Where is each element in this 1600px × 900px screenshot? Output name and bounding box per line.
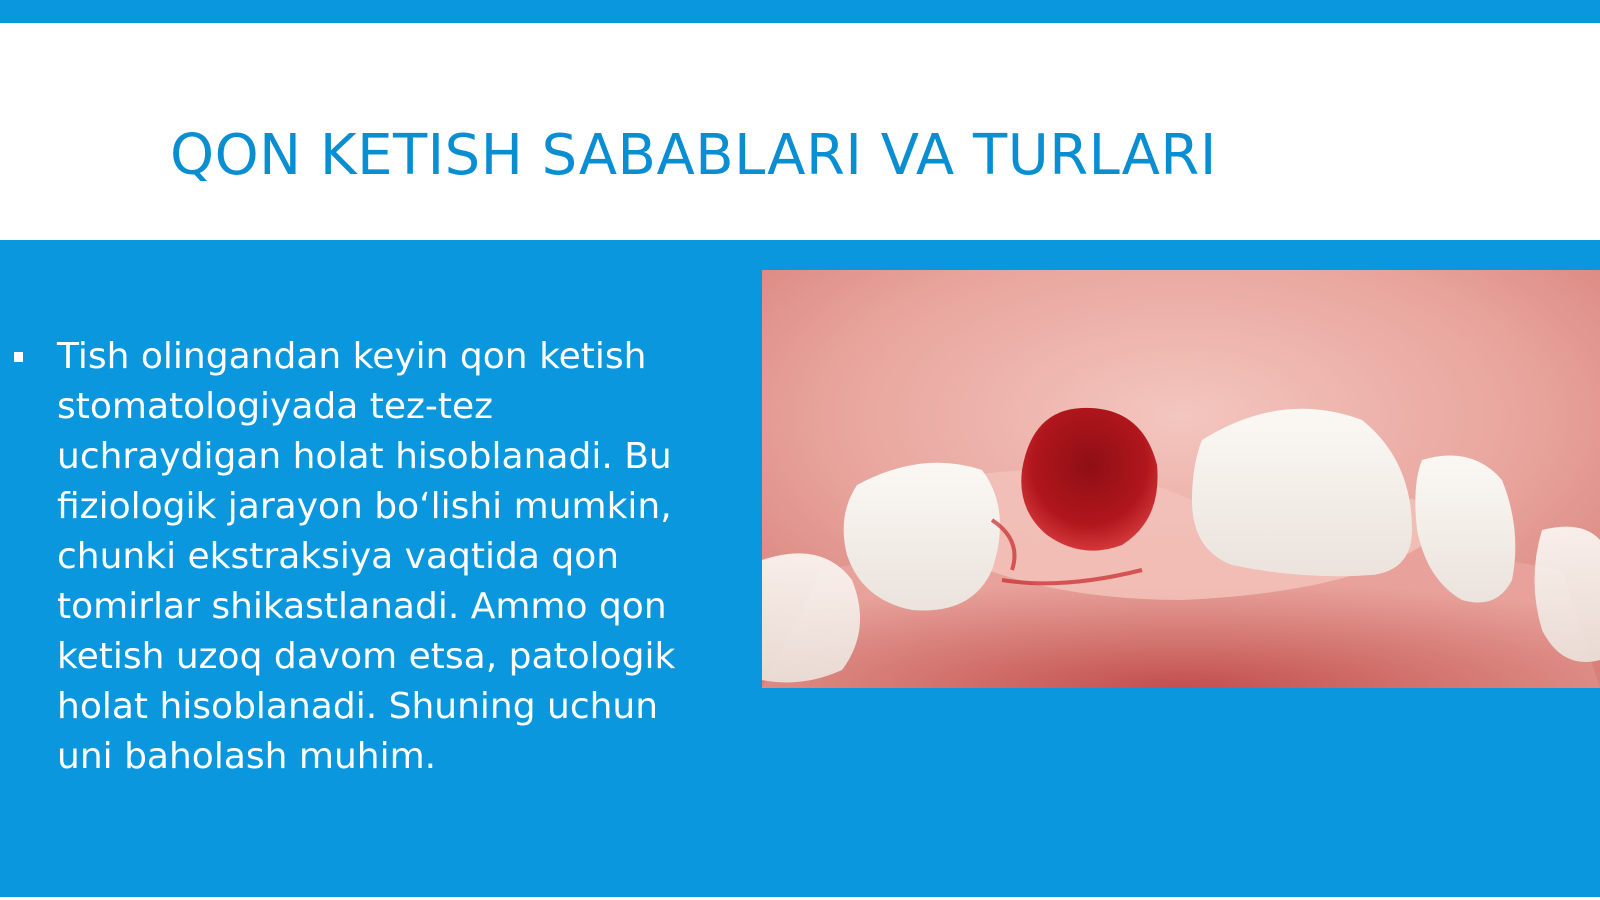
content-area xyxy=(0,240,1600,900)
tooth-extraction-photo xyxy=(762,270,1600,688)
slide-title: QON KETISH SABABLARI VA TURLARI xyxy=(170,123,1217,188)
top-accent-bar xyxy=(0,0,1600,23)
far-left-tooth xyxy=(762,553,860,682)
bullet-item xyxy=(10,332,710,782)
square-bullet-icon xyxy=(14,352,23,362)
title-band xyxy=(0,23,1600,240)
bullet-text: Tish olingandan keyin qon ketish stomatologiyada tez-tez uchraydigan holat hisoblanadi. Bu fiziologik jarayon bo‘lishi mumkin, chunki ekstraksiya vaqtida qon tomirlar shikastlanadi. Ammo qon ketish uzoq davom etsa, patologik holat hisoblanadi. Shuning uchun uni baholash muhim. xyxy=(57,336,676,777)
extraction-socket xyxy=(1021,408,1157,551)
bullet-list xyxy=(10,332,710,782)
mouth-illustration xyxy=(762,270,1600,688)
